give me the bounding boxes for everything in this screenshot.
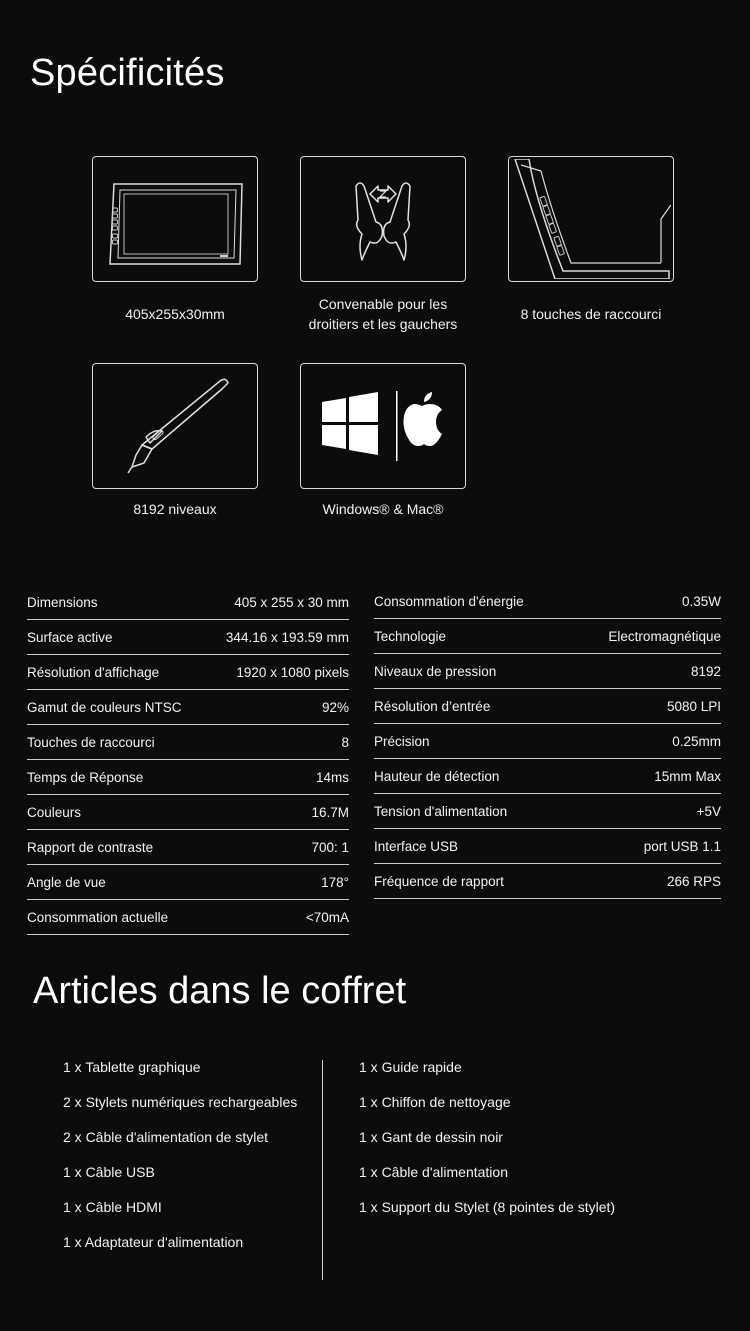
feature-box xyxy=(508,156,674,282)
spec-row xyxy=(27,725,349,760)
left-right-pen-icon xyxy=(318,164,448,274)
spec-label: Technologie xyxy=(374,628,447,644)
spec-label: Fréquence de rapport xyxy=(374,873,504,889)
spec-row xyxy=(27,900,349,935)
feature-label: Convenable pour les droitiers et les gauchers xyxy=(308,296,458,332)
spec-value: 266 RPS xyxy=(666,873,721,889)
spec-row xyxy=(27,690,349,725)
spec-label: Touches de raccourci xyxy=(27,734,155,750)
spec-row xyxy=(374,829,721,864)
list-item: 1 x Chiffon de nettoyage xyxy=(359,1094,511,1110)
spec-value: 0.35W xyxy=(681,593,721,609)
spec-value: 700: 1 xyxy=(311,839,349,855)
specs-table-left xyxy=(27,585,349,935)
spec-row xyxy=(374,689,721,724)
spec-value: 178° xyxy=(321,874,349,890)
column-divider xyxy=(322,1060,323,1280)
spec-row xyxy=(374,724,721,759)
spec-row xyxy=(27,795,349,830)
spec-label: Précision xyxy=(374,733,430,749)
spec-value: 5080 LPI xyxy=(666,698,721,714)
spec-row xyxy=(374,759,721,794)
feature-box xyxy=(300,363,466,489)
feature-label: 405x255x30mm xyxy=(125,306,225,322)
feature-handedness xyxy=(283,156,483,334)
spec-row xyxy=(27,585,349,620)
specs-heading: Spécificités xyxy=(30,52,225,94)
shortcut-keys-icon xyxy=(511,159,671,279)
spec-label: Résolution d’entrée xyxy=(374,698,491,714)
specs-table-right xyxy=(374,584,721,899)
spec-value: Electromagnétique xyxy=(608,628,721,644)
spec-label: Temps de Réponse xyxy=(27,769,144,785)
box-items-right xyxy=(359,1050,615,1225)
spec-value: 405 x 255 x 30 mm xyxy=(234,594,349,610)
spec-label: Consommation d'énergie xyxy=(374,593,524,609)
feature-label: 8 touches de raccourci xyxy=(520,306,662,322)
spec-row xyxy=(374,864,721,899)
feature-dimensions xyxy=(75,156,275,334)
spec-value: 8192 xyxy=(690,663,721,679)
spec-label: Surface active xyxy=(27,629,113,645)
spec-value: 14ms xyxy=(315,769,349,785)
spec-value: +5V xyxy=(696,803,721,819)
spec-label: Niveaux de pression xyxy=(374,663,497,679)
spec-value: <70mA xyxy=(305,909,349,925)
spec-label: Résolution d'affichage xyxy=(27,664,160,680)
spec-value: 344.16 x 193.59 mm xyxy=(225,629,349,645)
spec-label: Consommation actuelle xyxy=(27,909,169,925)
spec-value: port USB 1.1 xyxy=(643,838,721,854)
feature-shortcut-keys xyxy=(491,156,691,334)
spec-value: 0.25mm xyxy=(672,733,721,749)
spec-label: Dimensions xyxy=(27,594,98,610)
spec-label: Angle de vue xyxy=(27,874,106,890)
feature-pressure-levels xyxy=(75,363,275,519)
feature-label: 8192 niveaux xyxy=(133,501,217,517)
stylus-pen-icon xyxy=(110,371,240,481)
spec-value: 8 xyxy=(341,734,349,750)
list-item: 1 x Câble d'alimentation xyxy=(359,1164,508,1180)
spec-row xyxy=(374,584,721,619)
spec-label: Interface USB xyxy=(374,838,459,854)
spec-row xyxy=(374,794,721,829)
list-item: 1 x Tablette graphique xyxy=(63,1059,201,1075)
feature-label: Windows® & Mac® xyxy=(322,501,444,517)
spec-label: Tension d'alimentation xyxy=(374,803,508,819)
list-item: 1 x Guide rapide xyxy=(359,1059,462,1075)
spec-label: Rapport de contraste xyxy=(27,839,154,855)
list-item: 1 x Câble USB xyxy=(63,1164,155,1180)
list-item: 1 x Support du Stylet (8 pointes de stylet) xyxy=(359,1199,616,1215)
box-contents-heading: Articles dans le coffret xyxy=(33,970,407,1012)
list-item: 2 x Stylets numériques rechargeables xyxy=(63,1094,298,1110)
spec-value: 15mm Max xyxy=(654,768,721,784)
list-item: 1 x Câble HDMI xyxy=(63,1199,162,1215)
feature-box xyxy=(92,156,258,282)
spec-value: 16.7M xyxy=(311,804,349,820)
spec-label: Hauteur de détection xyxy=(374,768,500,784)
feature-box xyxy=(300,156,466,282)
spec-value: 92% xyxy=(321,699,349,715)
spec-row xyxy=(27,865,349,900)
feature-box xyxy=(92,363,258,489)
spec-row xyxy=(27,830,349,865)
spec-row xyxy=(374,619,721,654)
spec-value: 1920 x 1080 pixels xyxy=(236,664,349,680)
spec-row xyxy=(27,620,349,655)
tablet-screen-icon xyxy=(100,164,250,274)
box-items-left xyxy=(63,1050,297,1260)
feature-os-support xyxy=(283,363,483,519)
spec-row xyxy=(27,760,349,795)
windows-mac-icon xyxy=(308,376,458,476)
spec-label: Gamut de couleurs NTSC xyxy=(27,699,182,715)
spec-label: Couleurs xyxy=(27,804,82,820)
list-item: 2 x Câble d'alimentation de stylet xyxy=(63,1129,269,1145)
list-item: 1 x Adaptateur d'alimentation xyxy=(63,1234,244,1250)
spec-row xyxy=(27,655,349,690)
list-item: 1 x Gant de dessin noir xyxy=(359,1129,503,1145)
spec-row xyxy=(374,654,721,689)
